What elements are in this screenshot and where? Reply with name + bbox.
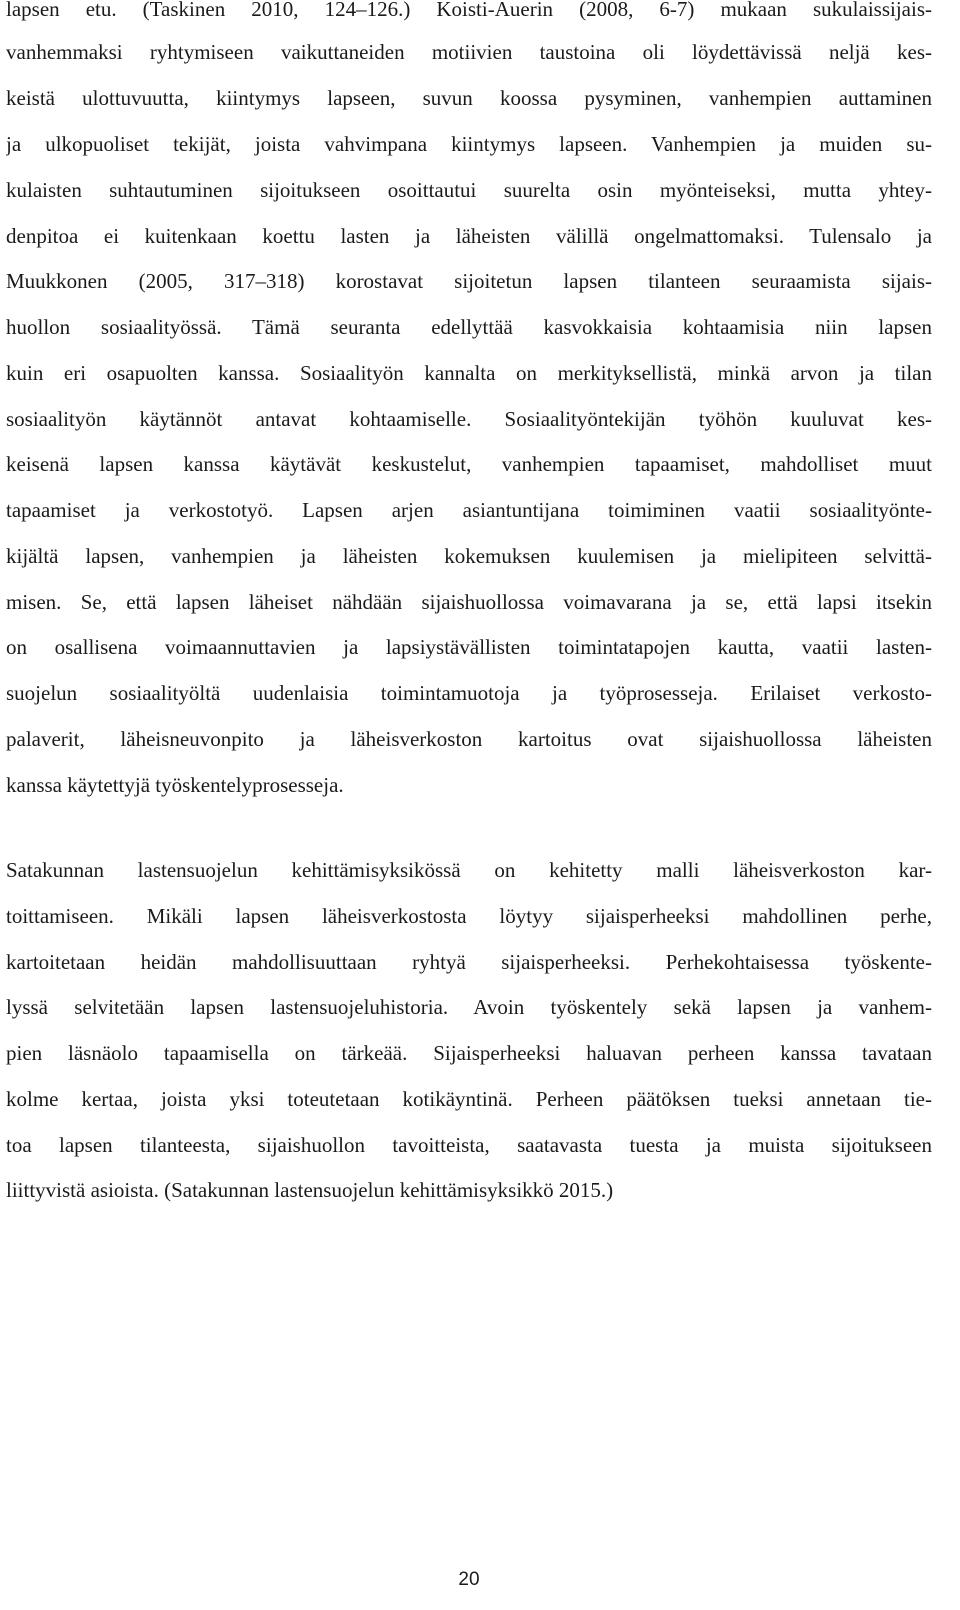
text-line: kijältä lapsen, vanhempien ja läheisten kokemuksen kuulemisen ja mielipiteen selvittä-	[6, 544, 932, 568]
text-line: toittamiseen. Mikäli lapsen läheisverkostosta löytyy sijaisperheeksi mahdollinen perhe,	[6, 904, 932, 928]
text-line: keisenä lapsen kanssa käytävät keskustelut, vanhempien tapaamiset, mahdolliset muut	[6, 452, 932, 476]
text-line: Satakunnan lastensuojelun kehittämisyksikössä on kehitetty malli läheisverkoston kar-	[6, 858, 932, 882]
text-line: tapaamiset ja verkostotyö. Lapsen arjen asiantuntijana toimiminen vaatii sosiaalityönte-	[6, 498, 932, 522]
text-line: kuin eri osapuolten kanssa. Sosiaalityön kannalta on merkityksellistä, minkä arvon ja tilan	[6, 361, 932, 385]
text-line: huollon sosiaalityössä. Tämä seuranta edellyttää kasvokkaisia kohtaamisia niin lapsen	[6, 315, 932, 339]
text-line: vanhemmaksi ryhtymiseen vaikuttaneiden motiivien taustoina oli löydettävissä neljä kes-	[6, 40, 932, 64]
text-line: palaverit, läheisneuvonpito ja läheisverkoston kartoitus ovat sijaishuollossa läheisten	[6, 727, 932, 751]
text-line: ja ulkopuoliset tekijät, joista vahvimpana kiintymys lapseen. Vanhempien ja muiden su-	[6, 132, 932, 156]
text-line: denpitoa ei kuitenkaan koettu lasten ja läheisten välillä ongelmattomaksi. Tulensalo ja	[6, 224, 932, 248]
text-line: on osallisena voimaannuttavien ja lapsiystävällisten toimintatapojen kautta, vaatii lasten-	[6, 635, 932, 659]
text-line: kulaisten suhtautuminen sijoitukseen osoittautui suurelta osin myönteiseksi, mutta yhtey-	[6, 178, 932, 202]
text-line: suojelun sosiaalityöltä uudenlaisia toimintamuotoja ja työprosesseja. Erilaiset verkosto-	[6, 681, 932, 705]
text-line: toa lapsen tilanteesta, sijaishuollon tavoitteista, saatavasta tuesta ja muista sijoitukseen	[6, 1133, 932, 1157]
text-line: liittyvistä asioista. (Satakunnan lastensuojelun kehittämisyksikkö 2015.)	[6, 1178, 614, 1202]
text-line: sosiaalityön käytännöt antavat kohtaamiselle. Sosiaalityöntekijän työhön kuuluvat kes-	[6, 407, 932, 431]
text-line: kanssa käytettyjä työskentelyprosesseja.	[6, 773, 344, 797]
text-line: lyssä selvitetään lapsen lastensuojeluhistoria. Avoin työskentely sekä lapsen ja vanhem-	[6, 995, 932, 1019]
text-line: pien läsnäolo tapaamisella on tärkeää. Sijaisperheeksi haluavan perheen kanssa tavataan	[6, 1041, 932, 1065]
text-line: kolme kertaa, joista yksi toteutetaan kotikäyntinä. Perheen päätöksen tueksi annetaan tie-	[6, 1087, 932, 1111]
text-line: misen. Se, että lapsen läheiset nähdään sijaishuollossa voimavarana ja se, että lapsi itsekin	[6, 590, 932, 614]
page-number: 20	[458, 1569, 480, 1590]
text-line: lapsen etu. (Taskinen 2010, 124–126.) Koisti-Auerin (2008, 6-7) mukaan sukulaissijais-	[6, 0, 932, 21]
text-line: Muukkonen (2005, 317–318) korostavat sijoitetun lapsen tilanteen seuraamista sijais-	[6, 269, 932, 293]
text-line: kartoitetaan heidän mahdollisuuttaan ryhtyä sijaisperheeksi. Perhekohtaisessa työskente-	[6, 950, 932, 974]
text-line: keistä ulottuvuutta, kiintymys lapseen, suvun koossa pysyminen, vanhempien auttaminen	[6, 86, 932, 110]
